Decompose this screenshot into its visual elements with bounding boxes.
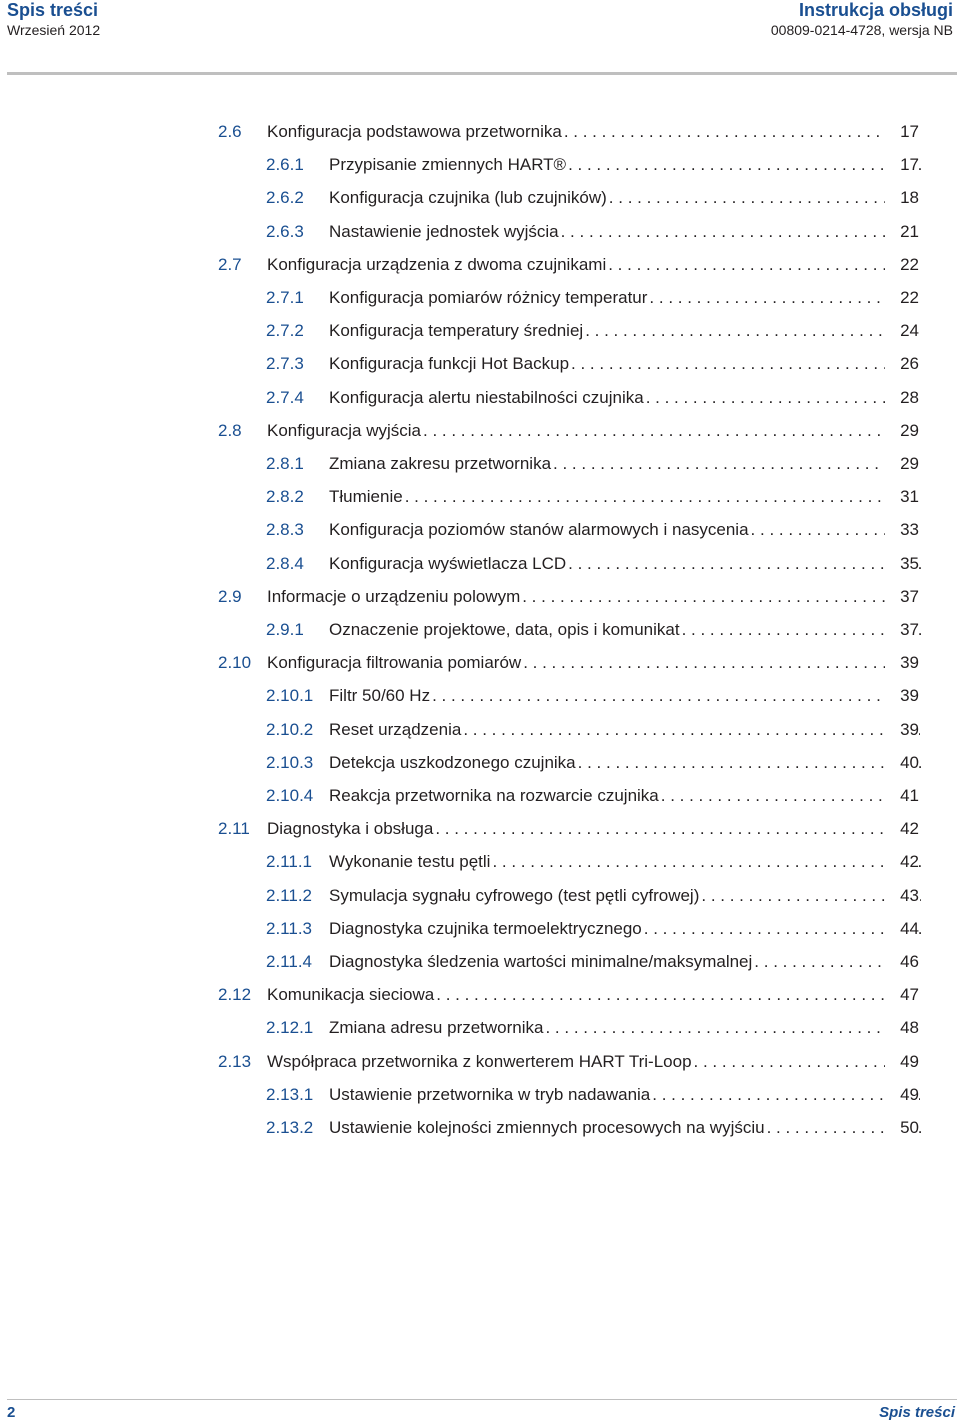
toc-entry-page: 42: [885, 812, 919, 845]
toc-dot-leader: [405, 480, 921, 513]
toc-entry-title: Konfiguracja wyjścia: [267, 414, 423, 447]
toc-entry-page: 22: [885, 248, 919, 281]
toc-entry-number: 2.12.1: [266, 1018, 314, 1038]
toc-entry-title-wrap: [329, 347, 921, 380]
toc-entry-title-wrap: [329, 513, 921, 546]
toc-entry-page: 18: [885, 181, 919, 214]
toc-entry-page: 47: [885, 978, 919, 1011]
toc-entry-title-wrap: [267, 646, 892, 679]
toc-dot-leader: [644, 912, 921, 945]
toc-entry-title-wrap: [329, 480, 921, 513]
toc-entry-page: 35: [885, 547, 919, 580]
toc-dot-leader: [522, 580, 892, 613]
header-document-number: 00809-0214-4728, wersja NB: [770, 22, 953, 38]
toc-entry-page: 22: [885, 281, 919, 314]
toc-entry-number: 2.9.1: [266, 620, 304, 639]
toc-entry-page: 41: [885, 779, 919, 812]
toc-entry-title: Konfiguracja alertu niestabilności czujnika: [329, 381, 646, 414]
toc-entry-number: 2.7.4: [266, 387, 304, 407]
header-right: [771, 0, 953, 39]
toc-entry-page: 33: [885, 513, 919, 546]
toc-entry-title: Reset urządzenia: [329, 713, 463, 746]
toc-entry-number: 2.10.1: [266, 686, 314, 706]
toc-entry-page: 44: [885, 912, 919, 945]
toc-entry-number: 2.11.2: [266, 885, 313, 905]
toc-dot-leader: [585, 314, 921, 347]
toc-dot-leader: [652, 1078, 921, 1111]
toc-entry-title: Symulacja sygnału cyfrowego (test pętli cyfrowej): [329, 879, 701, 912]
toc-entry-title-wrap: [329, 713, 921, 746]
toc-entry-page: 50: [885, 1111, 919, 1144]
toc-entry-title-wrap: [329, 1078, 921, 1111]
toc-entry-title: Ustawienie przetwornika w tryb nadawania: [329, 1078, 652, 1111]
header-left: [7, 0, 100, 39]
toc-entry-number: 2.13: [218, 1051, 252, 1071]
toc-entry-title-wrap: [329, 547, 921, 580]
toc-entry-page: 49: [885, 1045, 919, 1078]
toc-entry-title: Nastawienie jednostek wyjścia: [329, 215, 561, 248]
toc-dot-leader: [553, 447, 921, 480]
toc-dot-leader: [561, 215, 921, 248]
toc-entry-title: Wykonanie testu pętli: [329, 845, 492, 878]
toc-entry-page: 39: [885, 713, 919, 746]
toc-entry-title: Przypisanie zmiennych HART®: [329, 148, 568, 181]
toc-entry-title-wrap: [329, 215, 921, 248]
toc-dot-leader: [523, 646, 892, 679]
toc-entry-title: Informacje o urządzeniu polowym: [267, 580, 522, 613]
toc-entry-title-wrap: [329, 1111, 921, 1144]
toc-entry-number: 2.6.3: [266, 221, 304, 241]
toc-entry-title-wrap: [329, 1011, 921, 1044]
toc-entry-page: 39: [885, 646, 919, 679]
toc-entry-number: 2.10: [218, 653, 252, 673]
footer-page-number: 2: [7, 1404, 16, 1421]
header-divider: [7, 72, 957, 75]
toc-entry-title: Ustawienie kolejności zmiennych procesowych na wyjściu: [329, 1111, 767, 1144]
toc-dot-leader: [649, 281, 921, 314]
toc-entry-page: 43: [885, 879, 919, 912]
toc-entry-page: 17: [885, 115, 919, 148]
toc-entry-title: Tłumienie: [329, 480, 405, 513]
toc-entry-page: 21: [885, 215, 919, 248]
toc-entry-title: Konfiguracja wyświetlacza LCD: [329, 547, 568, 580]
toc-entry-title: Konfiguracja urządzenia z dwoma czujnikami: [267, 248, 608, 281]
toc-entry-page: 40: [885, 746, 919, 779]
toc-entry-title-wrap: [267, 115, 892, 148]
toc-entry-title: Zmiana zakresu przetwornika: [329, 447, 553, 480]
toc-entry-title: Diagnostyka i obsługa: [267, 812, 435, 845]
toc-entry-number: 2.7.3: [266, 354, 304, 374]
toc-entry-title-wrap: [329, 879, 921, 912]
toc-entry-title-wrap: [329, 381, 921, 414]
toc-entry-page: 17: [885, 148, 919, 181]
toc-entry-number: 2.11: [218, 819, 250, 839]
toc-entry-page: 24: [885, 314, 919, 347]
toc-entry-page: 37: [885, 580, 919, 613]
toc-dot-leader: [694, 1045, 892, 1078]
toc-entry-title: Konfiguracja czujnika (lub czujników): [329, 181, 609, 214]
toc-entry-title: Filtr 50/60 Hz: [329, 679, 432, 712]
toc-entry-title: Konfiguracja filtrowania pomiarów: [267, 646, 523, 679]
toc-entry-number: 2.10.3: [266, 752, 314, 772]
toc-entry-number: 2.13.2: [266, 1118, 314, 1137]
toc-entry-number: 2.7.2: [266, 321, 304, 341]
toc-entry-number: 2.9: [218, 586, 242, 606]
footer-divider: [7, 1399, 957, 1400]
toc-entry-page: 48: [885, 1011, 919, 1044]
toc-dot-leader: [568, 148, 921, 181]
toc-entry-number: 2.11.3: [266, 918, 313, 938]
toc-dot-leader: [578, 746, 921, 779]
toc-entry-title-wrap: [329, 314, 921, 347]
toc-entry-title: Oznaczenie projektowe, data, opis i komunikat: [329, 613, 682, 646]
toc-entry-number: 2.6.1: [266, 155, 304, 175]
toc-entry-title-wrap: [329, 779, 921, 812]
toc-entry-title-wrap: [267, 248, 892, 281]
toc-entry-title-wrap: [329, 746, 921, 779]
toc-entry-title: Współpraca przetwornika z konwerterem HART Tri-Loop: [267, 1045, 694, 1078]
toc-entry-title-wrap: [329, 679, 921, 712]
toc-dot-leader: [564, 115, 892, 148]
toc-entry-title-wrap: [329, 447, 921, 480]
toc-entry-page: 28: [885, 381, 919, 414]
toc-entry-page: 39: [885, 679, 919, 712]
toc-entry-page: 42: [885, 845, 919, 878]
toc-entry-title: Konfiguracja poziomów stanów alarmowych i nasycenia: [329, 513, 751, 546]
toc-dot-leader: [492, 845, 921, 878]
toc-entry-title-wrap: [267, 812, 892, 845]
toc-entry-title: Diagnostyka czujnika termoelektrycznego: [329, 912, 644, 945]
toc-entry-number: 2.8.3: [266, 520, 304, 540]
toc-entry-title: Zmiana adresu przetwornika: [329, 1011, 545, 1044]
toc-entry-title-wrap: [329, 181, 921, 214]
toc-entry-number: 2.8.1: [266, 454, 304, 473]
toc-entry-number: 2.6.2: [266, 188, 304, 208]
toc-entry-number: 2.7: [218, 254, 242, 274]
header-manual-title: Instrukcja obsługi: [798, 0, 953, 20]
toc-dot-leader: [661, 779, 921, 812]
toc-dot-leader: [463, 713, 921, 746]
toc-entry-number: 2.10.4: [266, 786, 314, 805]
toc-entry-number: 2.10.2: [266, 719, 314, 739]
toc-dot-leader: [432, 679, 921, 712]
toc-entry-number: 2.8.4: [266, 553, 304, 573]
toc-entry-title-wrap: [329, 912, 921, 945]
toc-entry-title: Detekcja uszkodzonego czujnika: [329, 746, 578, 779]
header-date: Wrzesień 2012: [7, 22, 101, 38]
toc-entry-title: Diagnostyka śledzenia wartości minimalne/maksymalnej: [329, 945, 754, 978]
toc-entry-title-wrap: [329, 945, 921, 978]
toc-entry-title: Konfiguracja funkcji Hot Backup: [329, 347, 571, 380]
toc-dot-leader: [545, 1011, 921, 1044]
toc-entry-title: Konfiguracja pomiarów różnicy temperatur: [329, 281, 649, 314]
toc-entry-title-wrap: [329, 281, 921, 314]
toc-entry-title-wrap: [267, 414, 892, 447]
toc-dot-leader: [568, 547, 921, 580]
toc-entry-title-wrap: [267, 580, 892, 613]
toc-entry-number: 2.8: [218, 420, 242, 440]
toc-entry-page: 29: [885, 414, 919, 447]
toc-entry-number: 2.11.4: [266, 952, 313, 971]
toc-entry-page: 49: [885, 1078, 919, 1111]
toc-entry-title-wrap: [329, 613, 921, 646]
toc-entry-number: 2.12: [218, 985, 252, 1005]
toc-entry-title-wrap: [267, 978, 892, 1011]
toc-entry-title-wrap: [267, 1045, 892, 1078]
toc-entry-page: 31: [885, 480, 919, 513]
toc-entry-number: 2.13.1: [266, 1084, 314, 1104]
footer-section-name: Spis treści: [879, 1404, 955, 1421]
toc-entry-page: 46: [885, 945, 919, 978]
toc-dot-leader: [571, 347, 921, 380]
toc-dot-leader: [436, 978, 892, 1011]
toc-entry-number: 2.7.1: [266, 288, 304, 307]
toc-entry-page: 29: [885, 447, 919, 480]
toc-entry-page: 26: [885, 347, 919, 380]
toc-dot-leader: [609, 181, 921, 214]
toc-entry-title: Konfiguracja temperatury średniej: [329, 314, 585, 347]
toc-dot-leader: [646, 381, 921, 414]
toc-entry-title: Reakcja przetwornika na rozwarcie czujnika: [329, 779, 661, 812]
header-section-title: Spis treści: [7, 0, 99, 20]
toc-dot-leader: [435, 812, 892, 845]
toc-entry-title-wrap: [329, 845, 921, 878]
toc-entry-title: Komunikacja sieciowa: [267, 978, 436, 1011]
toc-dot-leader: [608, 248, 892, 281]
toc-entry-number: 2.8.2: [266, 487, 304, 507]
toc-dot-leader: [423, 414, 892, 447]
toc-entry-title: Konfiguracja podstawowa przetwornika: [267, 115, 564, 148]
toc-entry-number: 2.6: [218, 122, 242, 141]
toc-entry-page: 37: [885, 613, 919, 646]
toc-entry-title-wrap: [329, 148, 921, 181]
toc-entry-number: 2.11.1: [266, 852, 313, 872]
